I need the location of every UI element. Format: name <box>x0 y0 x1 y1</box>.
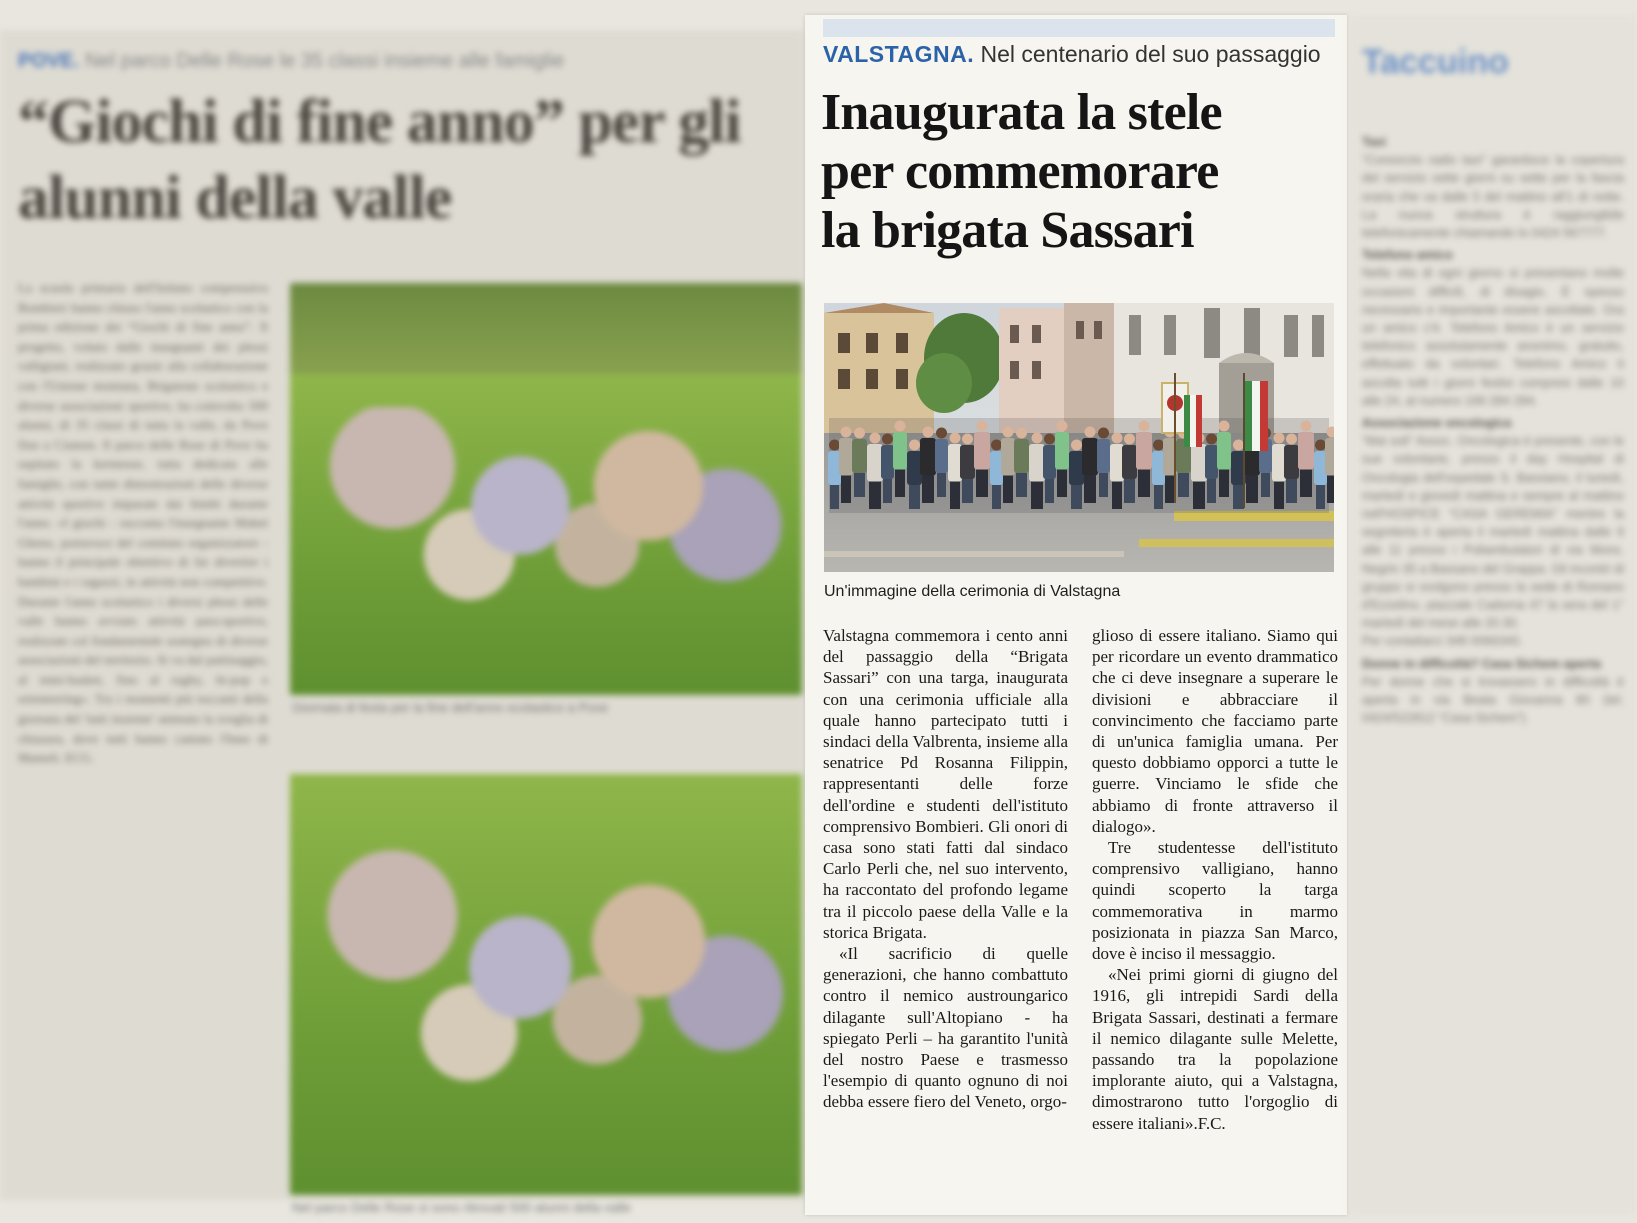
taxi-text: “Consorzio radio taxi” garantisce la copertura del servizio sette giorni su sette per la fascia oraria che va dalle 5 del mattino all'1 di notte. La nuova struttura è raggiungibile telefonicamente chiamando lo 0424 567777. <box>1362 153 1624 241</box>
kicker-place: VALSTAGNA. <box>823 41 975 67</box>
column-2-paragraph-2: Tre studentesse dell'istituto comprensivo valligiano, hanno quindi scoperto la targa commemorativa in marmo posizionata in piazza San Marco, dove è inciso il messaggio. <box>1092 838 1338 964</box>
column-2-paragraph-1: glioso di essere italiano. Siamo qui per ricordare un evento drammatico che ci deve insegnare a superare le divisioni e abbracciare il convincimento che facciamo parte di un'unica famiglia umana. Per questo dobbiamo opporci a tutte le guerre. Vinciamo le sfide che abbiamo di fronte attraverso il dialogo». <box>1092 626 1338 836</box>
column-2-paragraph-3: «Nei primi giorni di giugno del 1916, gli intrepidi Sardi della Brigata Sassari, destinati a fermare il nemico dilagante sulle Melette, passando tra la popolazione implorante aiuto, qui a Valstagna, dimostrarono tutto l'orgoglio di essere italiani».F.C. <box>1092 965 1338 1133</box>
right-column-title: Taccuino <box>1362 43 1509 81</box>
onco-heading: Associazione oncologica <box>1362 416 1512 431</box>
left-photo-1 <box>290 283 802 695</box>
left-headline: “Giochi di fine anno” per gli alunni della valle <box>18 88 741 232</box>
right-column-body <box>1362 133 1624 728</box>
article-column-2 <box>1092 625 1338 1134</box>
center-article <box>805 15 1347 1215</box>
article-kicker <box>823 41 1321 68</box>
left-photo-2 <box>290 774 802 1195</box>
headline-line-2: per commemorare <box>821 143 1219 200</box>
photo-caption: Un'immagine della cerimonia di Valstagna <box>824 583 1121 600</box>
article-column-1 <box>823 625 1068 1113</box>
women-text: Per donne che si trovassero in difficoltà è aperta in via Beata Giovanna 80 (tel. 0424/522812 “Casa Sichem”). <box>1362 674 1624 726</box>
column-1-paragraph-2: «Il sacrificio di quelle generazioni, che hanno combattuto contro il nemico austroungarico dilagante sull'Altopiano - ha spiegato Perli – ha garantito l'unità del nostro Paese e trasmesso l'esempio di quanto ognuno di noi debba essere fiero del Veneto, orgo- <box>823 944 1068 1112</box>
kicker-subtitle: Nel centenario del suo passaggio <box>980 41 1321 67</box>
onco-contact: Per contattarci 348 0066340. <box>1362 634 1523 649</box>
onco-text: “Mai soli” Assoc. Oncologica è presente, con le sue volontarie, presso il day Hospital di Oncologia dell'ospedale S. Bassiano, il lunedì, martedì e giovedì mattina e sempre al mattino nell'HOSPICE “CASA GEREMIA” mentre la segreteria è aperta il martedì mattina dalle 9 alle 11 presso i Poliambulatori di via Mons. Negrin 35 a Bassano del Grappa. Gli incontri di gruppo si svolgono presso la sede di Romano d'Ezzelino, piazzale Cadorna 47 la sera del 1° martedì del mese alle 20.30. <box>1362 434 1624 631</box>
article-headline <box>821 83 1345 260</box>
left-caption-2: Nel parco Delle Rose si sono ritrovati 500 alunni della valle <box>292 1200 631 1215</box>
headline-line-1: Inaugurata la stele <box>821 84 1222 141</box>
left-article <box>0 30 805 1215</box>
top-color-band <box>823 19 1335 37</box>
right-column <box>1350 15 1637 1215</box>
left-body-text: La scuola primaria dell'Istituto comprensivo Bombieri hanno chiuso l'anno scolastico con la prima edizione dei “Giochi di fine anno”. Il progetto, voluto dalle insegnanti dei plessi valligiani, realizzato grazie alla collaborazione con l'Unione montana, Brigatone scolastico e diverse associazioni sportive, ha coinvolto 500 alunni, di 35 classi di tutta la valle, da Pove fino a Cismon. Il parco delle Rose di Pove ha ospitato la kermesse, tutta dedicata alle famiglie, con tante dimostrazioni delle diverse attività sportive imparate dai bimbi durante l'anno. «I giochi - racconta l'insegnante Mabel Gheno, portavoce del comitato organizzatore - hanno il principale obiettivo di far divertire i bambini e i ragazzi, in attività non competitive. Durante l'anno scolastico i diversi plessi delle valle hanno avviato attività para-sportive, realizzate col fondamentale sostegno di diverse associazioni del territorio. Si va dal pattinaggio, al mini-basket, fino al rugby, hi-pop e orienteering». Tra i momenti più toccanti della giornata del 'tutti insieme' animato la sveglia di chiusura, dove tutti hanno cantato l'Inno di Mameli. ECG. <box>18 280 268 766</box>
column-1-paragraph-1: Valstagna commemora i cento anni del passaggio della “Brigata Sassari” con una targa, inaugurata con una cerimonia ufficiale alla quale hanno partecipato tutti i sindaci della Valbrenta, insieme alla senatrice Pd Rosanna Filippin, rappresentanti delle forze dell'ordine e studenti dell'istituto comprensivo Bombieri. Gli onori di casa sono stati fatti dal sindaco Carlo Perli che, nel suo intervento, ha raccontato del profondo legame tra il piccolo paese della Valle e la storica Brigata. <box>823 626 1068 942</box>
phone-text: Nella vita di ogni giorno si presentano molte occasioni difficili, di disagio. È spesso necessario e importante essere ascoltate. Ora un amico c'è. Telefono Amico è un servizio telefonico assolutamente anonimo, gratuito, effettuato da volontari. Telefono Amico ti ascolta tutti i giorni festivi compresi dalle 10 alle 24, al numero 199 284 284. <box>1362 266 1624 408</box>
taxi-heading: Taxi <box>1362 135 1387 149</box>
ceremony-photo <box>824 303 1334 572</box>
left-caption-1: Giornata di festa per la fine dell'anno scolastico a Pove <box>292 700 609 715</box>
phone-heading: Telefono amico <box>1362 248 1453 263</box>
left-kicker-place: POVE. <box>18 50 80 72</box>
headline-line-3: la brigata Sassari <box>821 202 1194 259</box>
women-heading: Donne in difficoltà? Casa Sichem aperta <box>1362 656 1601 671</box>
left-kicker-text: Nel parco Delle Rose le 35 classi insieme alle famiglie <box>85 50 565 72</box>
left-kicker <box>18 50 564 73</box>
